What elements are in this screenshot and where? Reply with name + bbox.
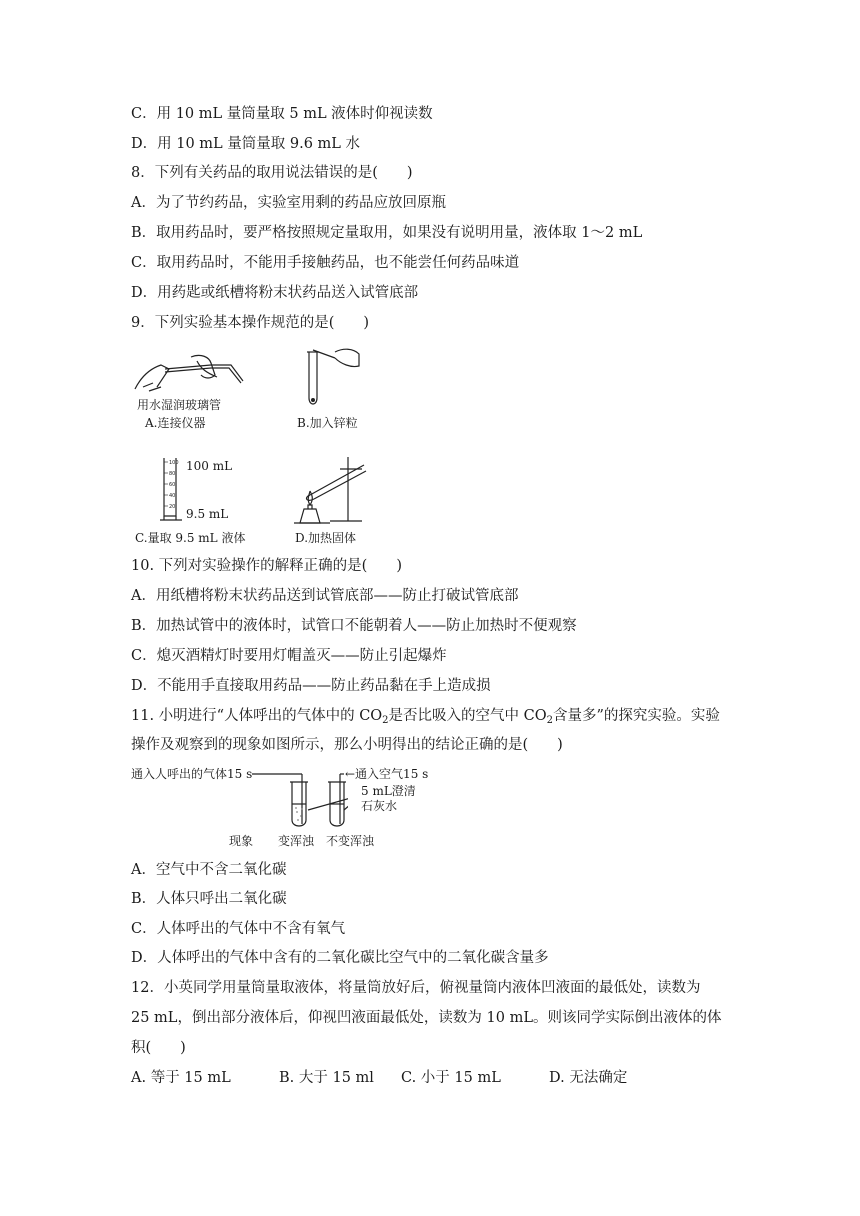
cylinder-tick-60: 60 — [169, 482, 176, 488]
q12-options — [131, 1068, 627, 1088]
q10-option-a: A．用纸槽将粉末状药品送到试管底部——防止打破试管底部 — [131, 588, 519, 604]
q11-stem-line-2: 操作及观察到的现象如图所示，那么小明得出的结论正确的是( ) — [131, 737, 563, 753]
figure-9b-add-zinc — [295, 346, 365, 410]
q10-option-b: B．加热试管中的液体时，试管口不能朝着人——防止加热时不便观察 — [131, 618, 577, 634]
cylinder-tick-20: 20 — [169, 504, 176, 510]
q10-option-d: D．不能用手直接取用药品——防止药品黏在手上造成损 — [131, 678, 491, 694]
figure-11-row-label: 现象 — [229, 834, 254, 848]
q8-option-b: B．取用药品时，要严格按照规定量取用，如果没有说明用量，液体取 1～2 mL — [131, 225, 643, 241]
cylinder-tick-80: 80 — [169, 471, 176, 477]
q8-option-c: C．取用药品时，不能用手接触药品，也不能尝任何药品味道 — [131, 255, 520, 271]
q10-option-c: C．熄灭酒精灯时要用灯帽盖灭——防止引起爆炸 — [131, 648, 447, 664]
cylinder-tick-100: 100 — [169, 460, 179, 466]
q12-stem-line-2: 25 mL，倒出部分液体后，仰视凹液面最低处，读数为 10 mL。则该同学实际倒出液体的体 — [131, 1010, 722, 1026]
figure-9a-note: 用水湿润玻璃管 — [137, 398, 222, 412]
figure-9c-bottom-label: 9.5 mL — [186, 507, 229, 521]
figure-11-left-result: 变浑浊 — [278, 834, 315, 848]
q12-stem-line-3: 积( ) — [131, 1040, 186, 1056]
figure-9c-top-label: 100 mL — [186, 459, 233, 473]
figure-11-left-label: 通入人呼出的气体15 s — [131, 767, 253, 781]
figure-9b-caption: B.加入锌粒 — [297, 416, 358, 430]
q11-stem-line-1: 11. 小明进行“人体呼出的气体中的 $CO_2$是否比吸入的空气中 $CO_2$含量多”的探究实验。实验 — [131, 708, 720, 726]
q12-option-b: B. 大于 15 ml — [279, 1070, 374, 1086]
q12-option-d: D. 无法确定 — [549, 1070, 628, 1086]
q12-stem-line-1: 12．小英同学用量筒量取液体，将量筒放好后，俯视量筒内液体凹液面的最低处，读数为 — [131, 980, 701, 996]
q12-option-a: A. 等于 15 mL — [131, 1070, 231, 1086]
q11-option-a: A．空气中不含二氧化碳 — [131, 862, 287, 878]
figure-11-right-result: 不变浑浊 — [326, 834, 375, 848]
figure-9d-heating-solid — [290, 451, 380, 526]
q9-stem: 9．下列实验基本操作规范的是( ) — [131, 315, 370, 331]
figure-9a-connect-instruments — [131, 347, 251, 402]
cylinder-tick-40: 40 — [169, 493, 176, 499]
figure-9c-caption: C.量取 9.5 mL 液体 — [135, 531, 246, 545]
q11-option-b: B．人体只呼出二氧化碳 — [131, 891, 287, 907]
q11-option-d: D．人体呼出的气体中含有的二氧化碳比空气中的二氧化碳含量多 — [131, 950, 549, 966]
figure-11-test-tubes — [248, 768, 348, 828]
q7-option-c: C．用 10 mL 量筒量取 5 mL 液体时仰视读数 — [131, 106, 433, 122]
q8-option-d: D．用药匙或纸槽将粉末状药品送入试管底部 — [131, 285, 419, 301]
figure-9d-caption: D.加热固体 — [295, 531, 357, 545]
q8-stem: 8．下列有关药品的取用说法错误的是( ) — [131, 165, 413, 181]
figure-9a-caption: A.连接仪器 — [145, 416, 206, 430]
q7-option-d: D．用 10 mL 量筒量取 9.6 mL 水 — [131, 136, 361, 152]
q8-option-a: A．为了节约药品，实验室用剩的药品应放回原瓶 — [131, 195, 446, 211]
figure-11-liquid-label: 石灰水 — [361, 799, 398, 813]
figure-11-right-label: ←通入空气15 s — [345, 767, 429, 781]
q10-stem: 10. 下列对实验操作的解释正确的是( ) — [131, 558, 402, 574]
q12-option-c: C. 小于 15 mL — [401, 1070, 501, 1086]
q11-option-c: C．人体呼出的气体中不含有氧气 — [131, 921, 346, 937]
figure-11-volume-label: 5 mL澄清 — [361, 784, 416, 798]
